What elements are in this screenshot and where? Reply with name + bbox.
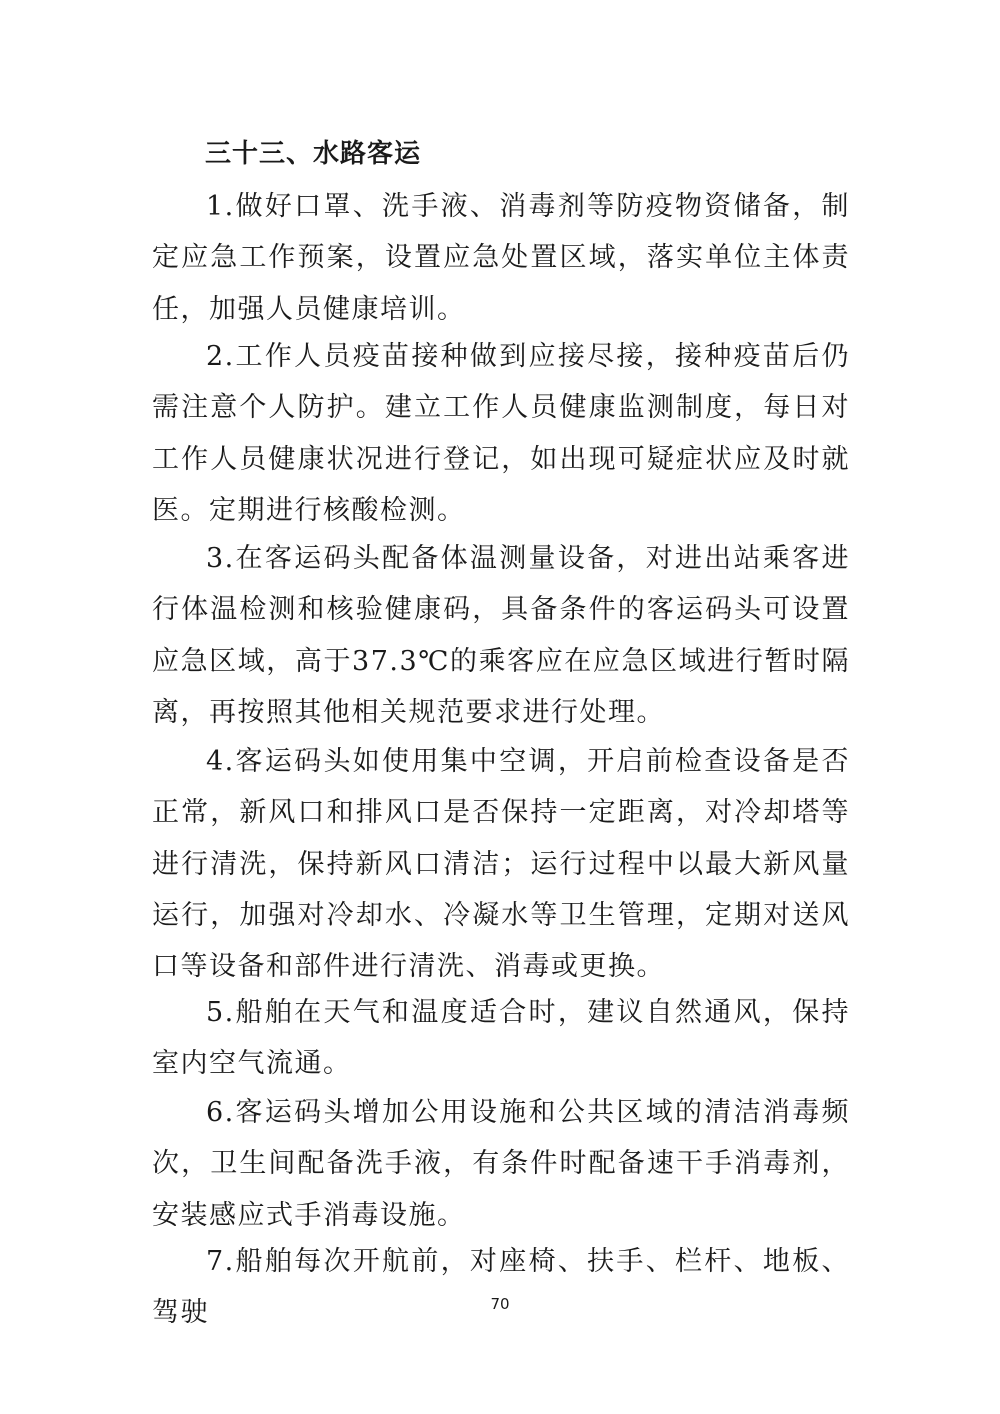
paragraph-1: 1.做好口罩、洗手液、消毒剂等防疫物资储备，制定应急工作预案，设置应急处置区域，落实单位主体责任，加强人员健康培训。 — [152, 191, 850, 325]
paragraph-7: 7.船舶每次开航前，对座椅、扶手、栏杆、地板、驾驶 — [152, 1246, 850, 1329]
paragraph-2: 2.工作人员疫苗接种做到应接尽接，接种疫苗后仍需注意个人防护。建立工作人员健康监测制度，每日对工作人员健康状况进行登记，如出现可疑症状应及时就医。定期进行核酸检测。 — [152, 341, 850, 526]
section-heading: 三十三、水路客运 — [205, 139, 422, 169]
paragraph-4: 4.客运码头如使用集中空调，开启前检查设备是否正常，新风口和排风口是否保持一定距离，对冷却塔等进行清洗，保持新风口清洁；运行过程中以最大新风量运行，加强对冷却水、冷凝水等卫生管理，定期对送风口等设备和部件进行清洗、消毒或更换。 — [152, 746, 850, 983]
paragraph-6: 6.客运码头增加公用设施和公共区域的清洁消毒频次，卫生间配备洗手液，有条件时配备速干手消毒剂，安装感应式手消毒设施。 — [152, 1097, 850, 1231]
paragraph-5: 5.船舶在天气和温度适合时，建议自然通风，保持室内空气流通。 — [152, 997, 850, 1080]
paragraph-3: 3.在客运码头配备体温测量设备，对进出站乘客进行体温检测和核验健康码，具备条件的客运码头可设置应急区域，高于37.3℃的乘客应在应急区域进行暂时隔离，再按照其他相关规范要求进行处理。 — [152, 543, 850, 728]
page-number: 70 — [490, 1295, 510, 1313]
